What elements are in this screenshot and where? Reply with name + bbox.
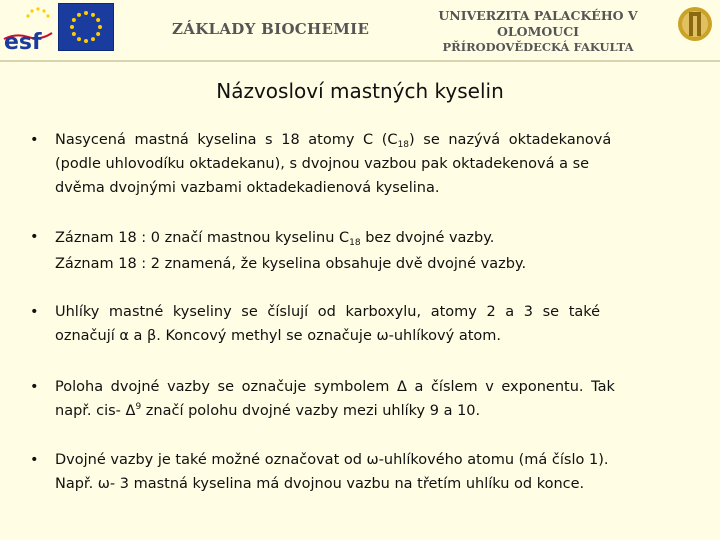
eu-star-icon — [96, 18, 100, 22]
line: např. cis- $\Delta^9$ značí polohu dvojné vazby mezi uhlíky 9 a 10. — [55, 402, 481, 419]
esf-logo — [2, 3, 54, 53]
eu-star-icon — [72, 32, 76, 36]
eu-flag-icon — [58, 3, 114, 51]
line: Dvojné vazby je také možné označovat od ω-uhlíkového atomu (má číslo 1). — [55, 452, 609, 468]
bullet-marker: • — [30, 132, 39, 148]
bullet-text — [55, 375, 703, 423]
bullet-marker: • — [30, 304, 39, 320]
university-line-1: UNIVERZITA PALACKÉHO V OLOMOUCI — [438, 8, 638, 39]
upol-logo-icon — [676, 2, 714, 48]
eu-star-icon — [70, 25, 74, 29]
course-title: ZÁKLADY BIOCHEMIE — [172, 20, 370, 38]
line: Nasycená mastná kyselina s 18 atomy C $(C_{18})$ se nazývá oktadekanová — [55, 132, 612, 150]
eu-star-icon — [72, 18, 76, 22]
eu-star-icon — [91, 37, 95, 41]
bullet-text — [55, 128, 703, 200]
bullet-marker: • — [30, 379, 39, 395]
line: označují α a β. Koncový methyl se označuje ω-uhlíkový atom. — [55, 328, 501, 344]
line: (podle uhlovodíku oktadekanu), s dvojnou vazbou pak oktadekenová a se — [55, 156, 590, 172]
eu-star-icon — [91, 13, 95, 17]
svg-text:esf: esf — [4, 30, 42, 53]
line: Např. ω- 3 mastná kyselina má dvojnou vazbu na třetím uhlíku od konce. — [55, 476, 585, 492]
eu-star-icon — [84, 39, 88, 43]
line: Záznam 18 : 2 znamená, že kyselina obsahuje dvě dvojné vazby. — [55, 256, 527, 272]
header-divider — [0, 60, 720, 62]
eu-star-icon — [77, 13, 81, 17]
slide-title: Názvosloví mastných kyselin — [216, 79, 504, 103]
university-name — [403, 8, 673, 55]
bullet-text — [55, 225, 703, 277]
eu-star-icon — [98, 25, 102, 29]
line: Záznam 18 : 0 značí mastnou kyselinu $C_{18}$ bez dvojné vazby. — [55, 230, 495, 248]
line: dvěma dvojnými vazbami oktadekadienová kyselina. — [55, 180, 440, 196]
bullet-text — [55, 300, 703, 348]
eu-star-icon — [84, 11, 88, 15]
bullet-marker: • — [30, 229, 39, 245]
header-banner — [0, 0, 720, 62]
bullet-marker: • — [30, 452, 39, 468]
line: Uhlíky mastné kyseliny se číslují od karboxylu, atomy 2 a 3 se také — [55, 304, 601, 320]
eu-star-icon — [77, 37, 81, 41]
eu-star-icon — [96, 32, 100, 36]
bullet-text — [55, 448, 703, 496]
faculty-line: PŘÍRODOVĚDECKÁ FAKULTA — [442, 40, 634, 54]
line: Poloha dvojné vazby se označuje symbolem Δ a číslem v exponentu. Tak — [55, 379, 615, 395]
